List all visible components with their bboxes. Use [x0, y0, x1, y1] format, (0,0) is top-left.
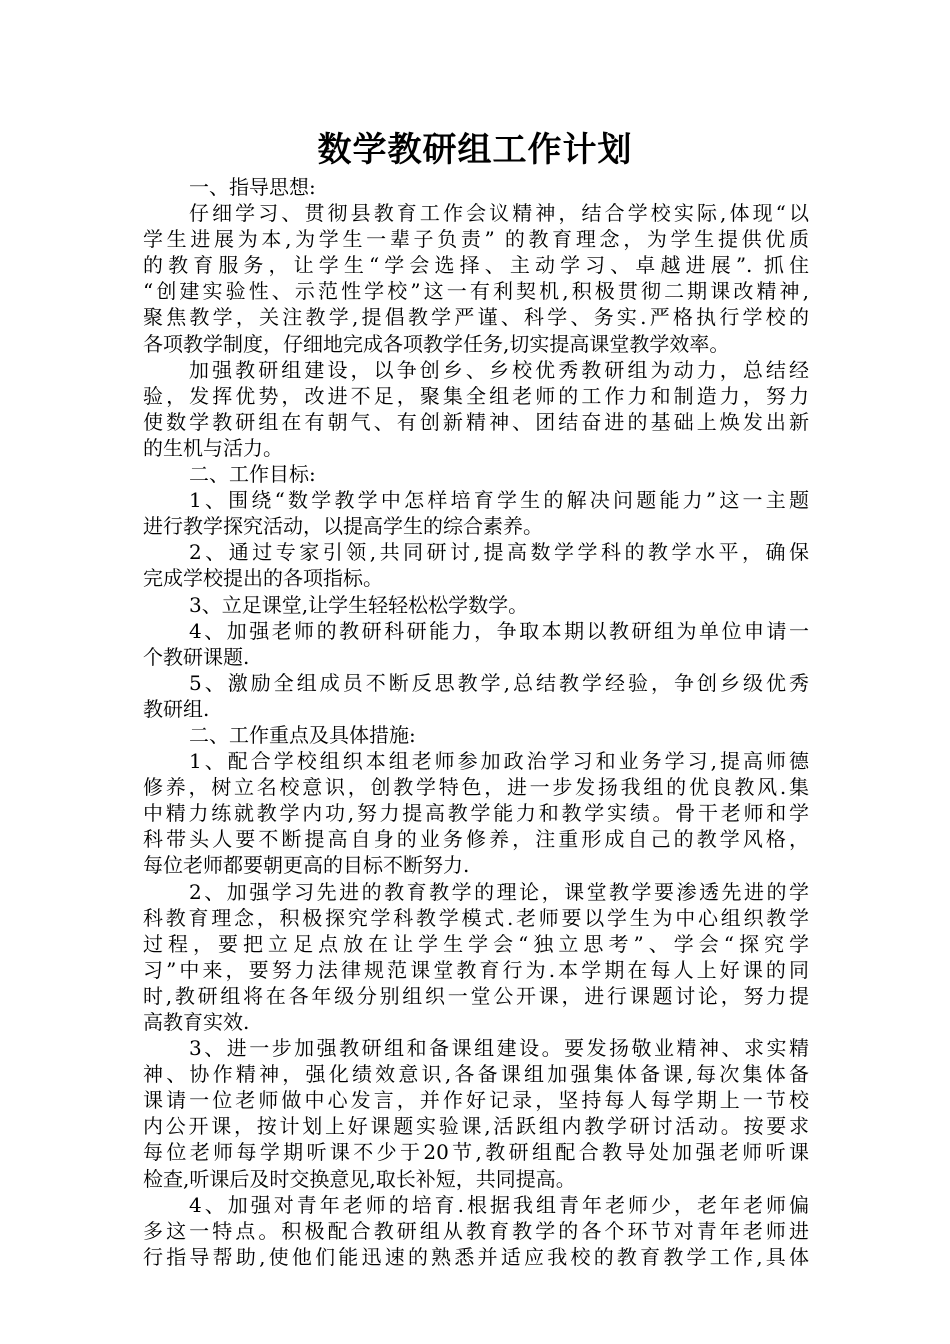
text-line: 课请一位老师做中心发言，并作好记录，坚持每人每学期上一节校 [143, 1088, 809, 1113]
text-line: 进行教学探究活动，以提高学生的综合素养。 [143, 514, 543, 539]
text-line: 科教育理念，积极探究学科教学模式.老师要以学生为中心组织教学 [143, 905, 809, 930]
text-line: 1、围绕“数学教学中怎样培育学生的解决问题能力”这一主题 [189, 488, 809, 513]
text-line: 3、进一步加强教研组和备课组建设。要发扬敬业精神、求实精 [189, 1036, 809, 1061]
text-line: 1、配合学校组织本组老师参加政治学习和业务学习,提高师德 [189, 749, 809, 774]
text-line: 修养，树立名校意识，创教学特色，进一步发扬我组的优良教风.集 [143, 775, 809, 800]
text-line: 每位老师每学期听课不少于20节,教研组配合教导处加强老师听课 [143, 1140, 809, 1165]
text-line: 完成学校提出的各项指标。 [143, 566, 383, 591]
document-title: 数学教研组工作计划 [317, 130, 633, 170]
text-line: 中精力练就教学内功,努力提高教学能力和教学实绩。骨干老师和学 [143, 801, 809, 826]
text-line: 仔细学习、贯彻县教育工作会议精神，结合学校实际,体现“以 [189, 201, 809, 226]
text-line: 检查,听课后及时交换意见,取长补短，共同提高。 [143, 1166, 576, 1191]
text-line: 高教育实效. [143, 1010, 250, 1034]
text-line: 2、加强学习先进的教育教学的理论，课堂教学要渗透先进的学 [189, 879, 809, 904]
text-line: 内公开课，按计划上好课题实验课,活跃组内教学研讨活动。按要求 [143, 1114, 809, 1139]
text-line: 的教育服务，让学生“学会选择、主动学习、卓越进展”. 抓住 [143, 253, 809, 278]
text-line: 习”中来，要努力法律规范课堂教育行为.本学期在每人上好课的同 [143, 957, 809, 982]
text-line: 时,教研组将在各年级分别组织一堂公开课，进行课题讨论，努力提 [143, 983, 809, 1008]
text-line: 的生机与活力。 [143, 435, 283, 460]
text-line: 过程，要把立足点放在让学生学会“独立思考”、学会“探究学 [143, 931, 809, 956]
text-line: 验，发挥优势，改进不足，聚集全组老师的工作力和制造力，努力 [143, 383, 809, 408]
text-line: 二、工作目标: [189, 462, 316, 487]
text-line: 各项教学制度，仔细地完成各项教学任务,切实提高课堂教学效率。 [143, 331, 730, 356]
text-line: 二、工作重点及具体措施: [189, 722, 416, 747]
text-line: 一、指导思想: [189, 175, 316, 199]
text-line: 行指导帮助,使他们能迅速的熟悉并适应我校的教育教学工作,具体 [143, 1244, 809, 1269]
text-line: 5、激励全组成员不断反思教学,总结教学经验，争创乡级优秀 [189, 670, 809, 695]
text-line: 4、加强对青年老师的培育.根据我组青年老师少，老年老师偏 [189, 1192, 809, 1217]
text-line: 个教研课题. [143, 644, 250, 669]
text-line: 神、协作精神，强化绩效意识,各备课组加强集体备课,每次集体备 [143, 1062, 809, 1087]
text-line: 每位老师都要朝更高的目标不断努力. [143, 853, 470, 878]
text-line: 多这一特点。积极配合教研组从教育教学的各个环节对青年老师进 [143, 1218, 809, 1243]
text-line: 3、立足课堂,让学生轻轻松松学数学。 [189, 592, 529, 617]
text-line: 科带头人要不断提高自身的业务修养，注重形成自己的教学风格， [143, 827, 809, 852]
text-line: “创建实验性、示范性学校”这一有利契机,积极贯彻二期课改精神, [143, 279, 809, 304]
text-line: 使数学教研组在有朝气、有创新精神、团结奋进的基础上焕发出新 [143, 409, 809, 434]
document-body [143, 174, 809, 1270]
text-line: 学生进展为本,为学生一辈子负责” 的教育理念，为学生提供优质 [143, 227, 809, 252]
text-line: 聚焦教学，关注教学,提倡教学严谨、科学、务实.严格执行学校的 [143, 305, 809, 330]
text-line: 2、通过专家引领,共同研讨,提高数学学科的教学水平，确保 [189, 540, 809, 565]
text-line: 4、加强老师的教研科研能力，争取本期以教研组为单位申请一 [189, 618, 809, 643]
text-line: 加强教研组建设，以争创乡、乡校优秀教研组为动力，总结经 [189, 357, 809, 382]
text-line: 教研组. [143, 696, 210, 721]
